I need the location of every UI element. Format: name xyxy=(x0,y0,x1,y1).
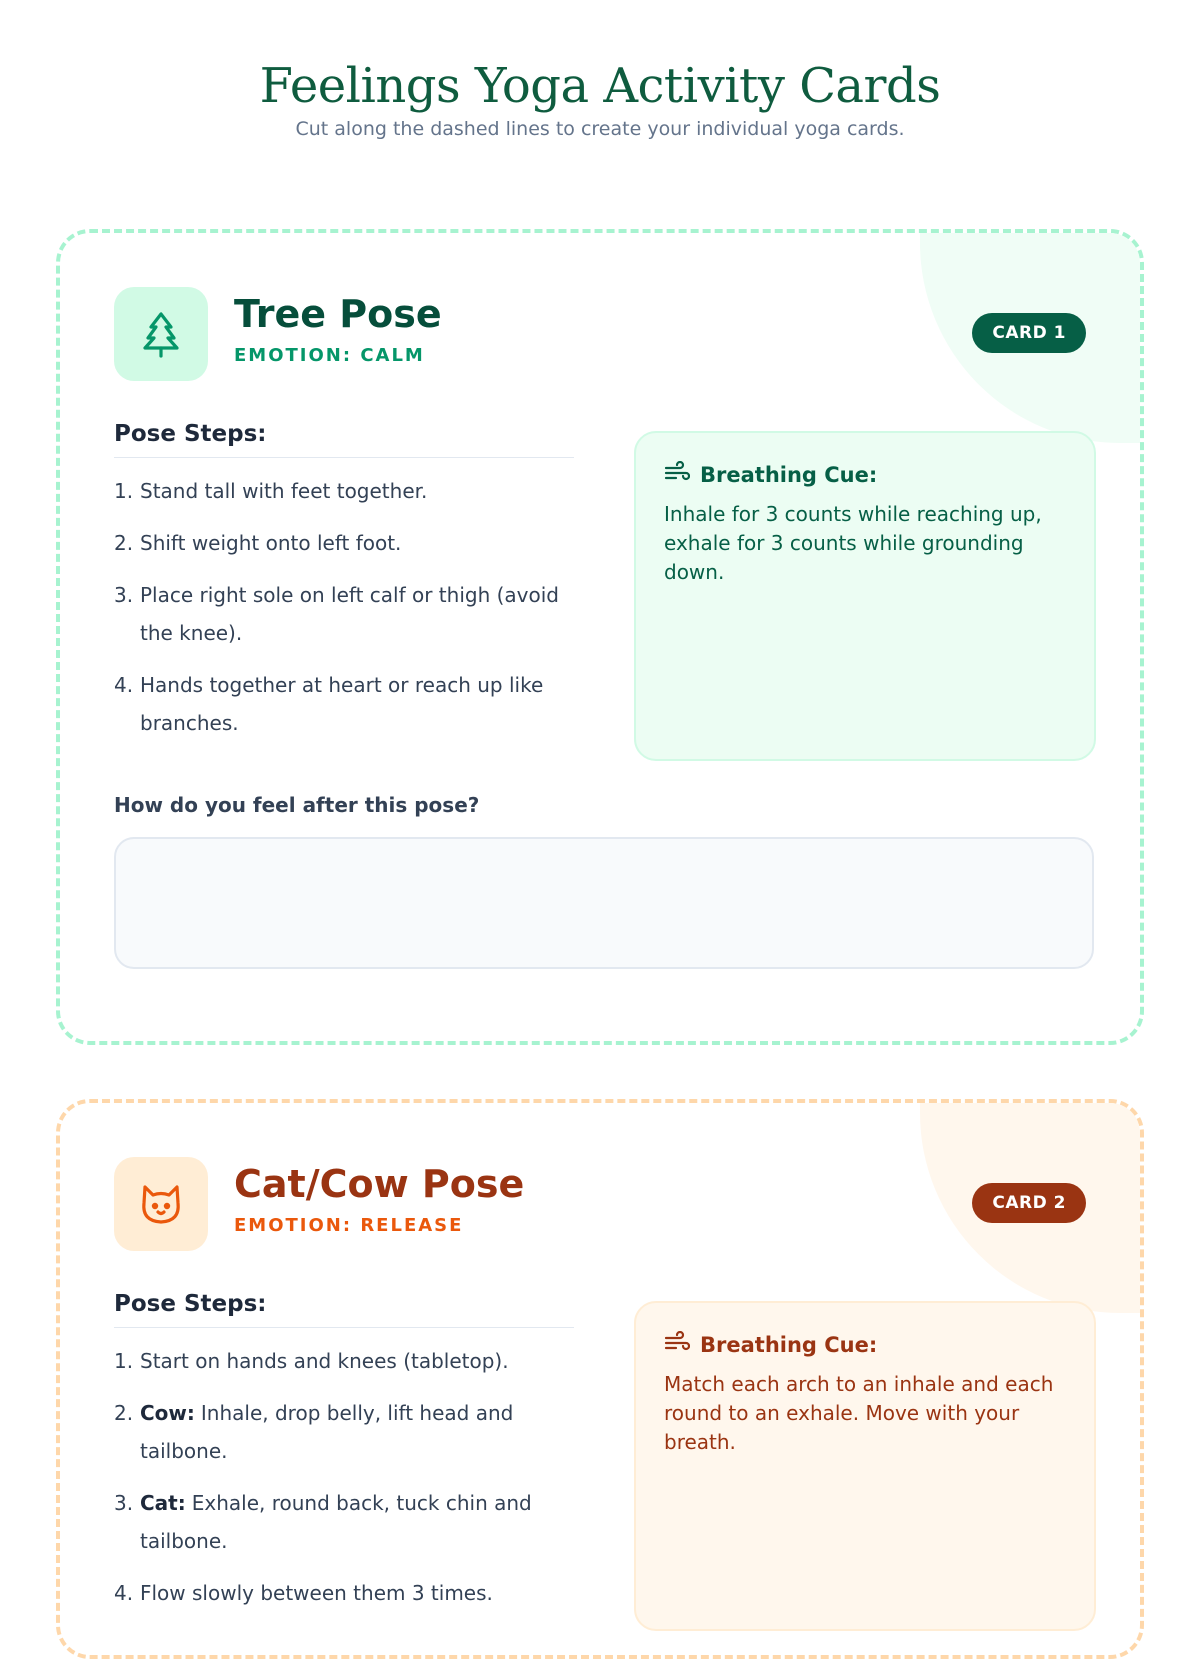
yoga-card-cat-cow xyxy=(56,1099,1144,1659)
pose-steps xyxy=(114,1291,574,1626)
reflection-prompt: How do you feel after this pose? xyxy=(114,793,480,817)
page-header xyxy=(0,0,1200,140)
card-header xyxy=(114,1157,1086,1251)
step-item: 4. Flow slowly between them 3 times. xyxy=(114,1581,493,1605)
breathing-cue-title: Breathing Cue: xyxy=(700,462,878,487)
steps-list xyxy=(114,1342,574,1612)
emotion-label: EMOTION: CALM xyxy=(234,345,425,366)
steps-heading: Pose Steps: xyxy=(114,1291,574,1328)
wind-icon xyxy=(664,461,690,488)
step-item: 2. Cow: Inhale, drop belly, lift head and tailbone. xyxy=(114,1401,514,1463)
step-item: 4. Hands together at heart or reach up like branches. xyxy=(114,673,544,735)
step-item: 3. Cat: Exhale, round back, tuck chin and tailbone. xyxy=(114,1491,532,1553)
card-header xyxy=(114,287,1086,381)
breathing-cue-box xyxy=(634,1301,1096,1631)
steps-heading: Pose Steps: xyxy=(114,421,574,458)
page-title: Feelings Yoga Activity Cards xyxy=(259,58,941,114)
yoga-card-tree xyxy=(56,229,1144,1045)
breathing-cue-box xyxy=(634,431,1096,761)
step-item: 1. Stand tall with feet together. xyxy=(114,479,428,503)
step-item: 2. Shift weight onto left foot. xyxy=(114,531,402,555)
card-number-badge: CARD 1 xyxy=(972,313,1086,353)
card-number-badge: CARD 2 xyxy=(972,1183,1086,1223)
breathing-cue-text: Inhale for 3 counts while reaching up, exhale for 3 counts while grounding down. xyxy=(664,502,1042,584)
pose-name: Cat/Cow Pose xyxy=(234,1162,525,1206)
reflection-answer-box[interactable] xyxy=(114,837,1094,969)
pose-name: Tree Pose xyxy=(234,292,442,336)
step-item: 3. Place right sole on left calf or thigh (avoid the knee). xyxy=(114,583,559,645)
breathing-cue-title: Breathing Cue: xyxy=(700,1332,878,1357)
tree-icon xyxy=(114,287,208,381)
steps-list xyxy=(114,472,574,742)
pose-steps xyxy=(114,421,574,756)
wind-icon xyxy=(664,1331,690,1358)
cat-icon xyxy=(114,1157,208,1251)
page-subtitle: Cut along the dashed lines to create your individual yoga cards. xyxy=(295,118,905,140)
emotion-label: EMOTION: RELEASE xyxy=(234,1215,464,1236)
breathing-cue-text: Match each arch to an inhale and each round to an exhale. Move with your breath. xyxy=(664,1372,1054,1454)
step-item: 1. Start on hands and knees (tabletop). xyxy=(114,1349,509,1373)
